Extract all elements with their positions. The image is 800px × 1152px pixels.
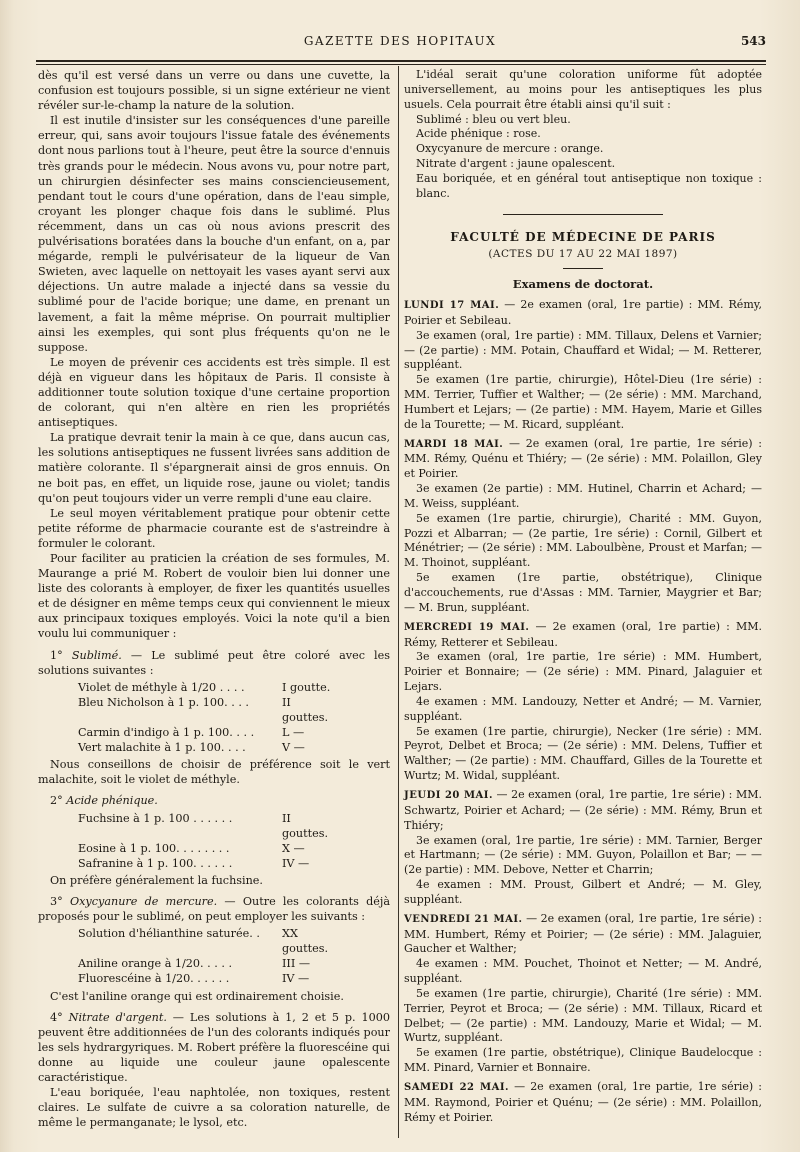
formula-name: Solution d'hélianthine saturée. . <box>78 927 260 941</box>
formula-name: Eosine à 1 p. 100. . . . . . . . <box>78 841 230 855</box>
day-entry <box>404 1080 762 1126</box>
antiseptic-item: Nitrate d'argent : jaune opalescent. <box>416 157 616 171</box>
formula-name: Carmin d'indigo à 1 p. 100. . . . <box>78 726 255 740</box>
formula-row <box>78 841 338 856</box>
day-label: SAMEDI 22 MAI. <box>404 1082 510 1093</box>
item-title: Acide phénique. <box>66 794 158 808</box>
item-number: 2° <box>50 794 63 808</box>
paragraph: 5e examen (1re partie, chirurgie), Necker (1re série) : MM. Peyrot, Delbet et Broca; — (2e série) : MM. Delens, Tuffier et Walther; — (2e partie) : MM. Chauffard, Gilles de la Tourette et Wurtz; M. Widal, suppléant. <box>404 724 762 783</box>
antiseptic-item: Sublimé : bleu ou vert bleu. <box>416 112 571 126</box>
paragraph: Pour faciliter au praticien la création de ses formules, M. Maurange a prié M. Robert de vouloir bien lui donner une liste des colorants à employer, de fixer les quantités usuelles et de désigner en même temps ceux qui conviennent le mieux aux principaux toxiques employés. Voici la note qu'il a bien voulu lui communiquer : <box>38 552 390 641</box>
item-number: 3° <box>50 894 63 908</box>
day-text: — 2e examen (oral, 1re partie, 1re série) : MM. Humbert, Rémy et Poirier; — (2e série) : MM. Jalaguier, Gaucher et Walther; <box>404 911 762 956</box>
formula-qty: II gouttes. <box>282 695 329 724</box>
formula-qty: IV — <box>282 972 310 986</box>
paragraph: 3e examen (2e partie) : MM. Hutinel, Charrin et Achard; — M. Weiss, suppléant. <box>404 482 762 510</box>
day-entry <box>404 437 762 483</box>
antiseptic-item: Acide phénique : rose. <box>416 127 541 141</box>
formula-qty: III — <box>282 957 311 971</box>
day-text: — 2e examen (oral, 1re partie, 1re série) : MM. Schwartz, Poirier et Achard; — (2e série) : MM. Rémy, Brun et Thiéry; <box>404 787 762 832</box>
formula-name: Fuchsine à 1 p. 100 . . . . . . <box>78 811 233 825</box>
section-subtitle: (ACTES DU 17 AU 22 MAI 1897) <box>488 248 678 261</box>
formula-row <box>78 971 338 986</box>
formula-qty: L — <box>282 726 305 740</box>
paragraph: 4e examen : MM. Landouzy, Netter et André; — M. Varnier, suppléant. <box>404 694 762 723</box>
day-label: MARDI 18 MAI. <box>404 438 504 450</box>
formula-row <box>78 695 338 725</box>
paragraph: Il est inutile d'insister sur les conséquences d'une pareille erreur, qui, sans avoir toujours l'issue fatale des événements dont nous parlions tout à l'heure, peut être la source d'ennuis très grands pour le médecin. Nous avons vu, pour notre part, un chirurgien désinfecter ses mains consciencieusement, pendant tout le cours d'une opération, dans de l'eau simple, croyant les plonger chaque fois dans le sublimé. Plus récemment, dans un cas où nous avions prescrit des pulvérisations boratées dans la bouche d'un enfant, on a, par mégarde, rempli le pulvérisateur de la liqueur de Van Swieten, avec laquelle on nettoyait les vases ayant servi aux déjections. Un autre malade a injecté dans sa vessie du sublimé pour de l'acide borique; une dame, en prenant un lavement, a fait la même méprise. On pourrait multiplier ainsi les exemples, qui sont plus fréquents qu'on ne le suppose. <box>38 114 390 354</box>
day-block <box>404 620 762 784</box>
running-title: GAZETTE DES HOPITAUX <box>303 34 497 48</box>
day-text: — 2e examen (oral, 1re partie, 1re série) : MM. Raymond, Poirier et Quénu; — (2e série) : MM. Polaillon, Rémy et Poirier. <box>404 1080 763 1124</box>
formula-qty: XX gouttes. <box>282 927 329 956</box>
day-block <box>404 437 762 616</box>
day-text: — 2e examen (oral, 1re partie, 1re série) : MM. Rémy, Quénu et Thiéry; — (2e série) : MM. Polaillon, Gley et Poirier. <box>404 436 762 481</box>
paragraph: Nous conseillons de choisir de préférence soit le vert malachite, soit le violet de méthyle. <box>38 758 390 787</box>
paragraph: 5e examen (1re partie, chirurgie), Charité (1re série) : MM. Terrier, Peyrot et Broca; — (2e série) : MM. Tillaux, Ricard et Delbet; — (2e partie) : MM. Landouzy, Marie et Widal; — M. Wurtz, suppléant. <box>404 986 762 1045</box>
left-column <box>38 68 390 1130</box>
ornament-separator <box>404 208 762 223</box>
day-text: — 2e examen (oral, 1re partie) : MM. Rémy, Retterer et Sebileau. <box>404 619 763 649</box>
formula-name: Safranine à 1 p. 100. . . . . . <box>78 856 233 870</box>
paragraph: Le seul moyen véritablement pratique pour obtenir cette petite réforme de pharmacie courante est de s'astreindre à formuler le colorant. <box>38 506 390 550</box>
item-title: Sublimé. <box>71 648 122 662</box>
item-number: 1° <box>50 648 63 662</box>
paragraph: 5e examen (1re partie, chirurgie), Hôtel-Dieu (1re série) : MM. Terrier, Tuffier et Walther; — (2e série) : MM. Marchand, Humbert et Lejars; — (2e partie) : MM. Hayem, Marie et Gilles de la Tourette; — M. Ricard, suppléant. <box>404 373 762 431</box>
formula-qty: V — <box>282 741 305 755</box>
paragraph: 3e examen (oral, 1re partie, 1re série) : MM. Humbert, Poirier et Bonnaire; — (2e série) : MM. Pinard, Jalaguier et Lejars. <box>404 650 762 694</box>
paragraph: 4e examen : MM. Proust, Gilbert et André; — M. Gley, suppléant. <box>404 878 762 906</box>
item-number: 4° <box>50 1010 63 1024</box>
column-divider <box>398 66 399 1138</box>
paragraph: 5e examen (1re partie, obstétrique), Clinique Baudelocque : MM. Pinard, Varnier et Bonnaire. <box>404 1046 762 1075</box>
paragraph: On préfère généralement la fuchsine. <box>50 873 263 887</box>
paragraph: dès qu'il est versé dans un verre ou dans une cuvette, la confusion est toujours possible, si un signe extérieur ne vient révéler sur-le-champ la nature de la solution. <box>38 69 390 113</box>
running-head <box>30 34 770 52</box>
formula-name: Aniline orange à 1/20. . . . . <box>78 957 233 971</box>
short-rule <box>563 268 603 269</box>
paragraph: 4e examen : MM. Pouchet, Thoinot et Netter; — M. André, suppléant. <box>404 957 762 986</box>
sublime-formula-list <box>38 680 390 755</box>
paragraph: 3e examen (oral, 1re partie, 1re série) : MM. Tarnier, Berger et Hartmann; — (2e série) : MM. Guyon, Polaillon et Bar; — — (2e partie) : MM. Debove, Netter et Charrin; <box>404 833 762 877</box>
paragraph: Le moyen de prévenir ces accidents est très simple. Il est déjà en vigueur dans les hôpitaux de Paris. Il consiste à additionner toute solution toxique d'une certaine proportion de colorant, qui n'en altère en rien les propriétés antiseptiques. <box>38 355 390 430</box>
header-rule-thin <box>36 64 766 65</box>
antiseptic-item: Eau boriquée, et en général tout antiseptique non toxique : blanc. <box>416 171 762 200</box>
formula-qty: X — <box>282 841 305 855</box>
formula-qty: IV — <box>282 856 310 870</box>
day-entry <box>404 912 762 958</box>
formula-row <box>78 956 338 971</box>
formula-qty: I goutte. <box>282 680 331 694</box>
page-number: 543 <box>740 34 766 48</box>
paragraph: La pratique devrait tenir la main à ce que, dans aucun cas, les solutions antiseptiques ne fussent livrées sans addition de matière colorante. Il s'épargnerait ainsi de gros ennuis. On ne boit pas, en effet, un liquide rose, jaune ou violet; tandis qu'on peut toujours vider un verre rempli d'une eau claire. <box>38 431 390 505</box>
item-text: — Les solutions à 1, 2 et 5 p. 1000 peuvent être additionnées de l'un des colorants indiqués pour les sels hydrargyriques. M. Robert préfère la fluorescéine qui donne au liquide une couleur jaune opalescente caractéristique. <box>38 1010 390 1084</box>
day-label: MERCREDI 19 MAI. <box>404 621 530 633</box>
day-entry <box>404 788 762 834</box>
day-block <box>404 788 762 908</box>
sublime-heading <box>38 648 390 678</box>
day-text: — 2e examen (oral, 1re partie) : MM. Rémy, Poirier et Sebileau. <box>404 297 762 327</box>
paragraph: 5e examen (1re partie, obstétrique), Clinique d'accouchements, rue d'Assas : MM. Tarnier, Maygrier et Bar; — M. Brun, suppléant. <box>404 571 762 614</box>
formula-row <box>78 680 338 695</box>
formula-row <box>78 856 338 871</box>
section-title: FACULTÉ DE MÉDECINE DE PARIS <box>450 230 716 245</box>
item-title: Oxycyanure de mercure. <box>69 894 218 908</box>
nitrate-heading <box>38 1010 390 1085</box>
exam-title: Examens de doctorat. <box>512 277 654 292</box>
day-label: LUNDI 17 MAI. <box>404 299 500 311</box>
day-block <box>404 298 762 433</box>
day-block <box>404 1080 762 1126</box>
paragraph: C'est l'aniline orange qui est ordinairement choisie. <box>50 989 344 1003</box>
day-label: VENDREDI 21 MAI. <box>404 913 523 925</box>
day-entry <box>404 298 762 329</box>
formula-qty: II gouttes. <box>282 811 329 840</box>
acide-formula-list <box>38 811 390 871</box>
day-block <box>404 912 762 1076</box>
formula-row <box>78 740 338 755</box>
header-rule <box>36 60 766 62</box>
item-text: — Outre les colorants déjà proposés pour le sublimé, on peut employer les suivants : <box>38 894 390 924</box>
paragraph: L'eau boriquée, l'eau naphtolée, non toxiques, restent claires. Le sulfate de cuivre a sa coloration naturelle, de même le permanganate; le lysol, etc. <box>38 1086 390 1130</box>
formula-row <box>78 811 338 841</box>
day-label: JEUDI 20 MAI. <box>404 789 493 801</box>
item-title: Nitrate d'argent. <box>68 1010 167 1024</box>
right-column <box>404 68 762 1126</box>
formula-name: Fluorescéine à 1/20. . . . . . <box>78 972 230 986</box>
day-entry <box>404 620 762 651</box>
formula-name: Bleu Nicholson à 1 p. 100. . . . <box>78 695 249 709</box>
antiseptic-item: Oxycyanure de mercure : orange. <box>416 142 604 156</box>
paragraph: 5e examen (1re partie, chirurgie), Charité : MM. Guyon, Pozzi et Albarran; — (2e partie, 1re série) : Cornil, Gilbert et Ménétrier; — (2e série) : MM. Laboulbène, Proust et Marfan; — M. Thoinot, suppléant. <box>404 511 762 570</box>
acide-heading <box>38 793 390 808</box>
formula-name: Violet de méthyle à 1/20 . . . . <box>78 680 245 694</box>
oxy-heading <box>38 894 390 924</box>
oxy-formula-list <box>38 926 390 986</box>
formula-name: Vert malachite à 1 p. 100. . . . <box>78 741 246 755</box>
paragraph: 3e examen (oral, 1re partie) : MM. Tillaux, Delens et Varnier; — (2e partie) : MM. Potain, Chauffard et Widal; — M. Retterer, suppléant. <box>404 328 762 372</box>
paragraph: L'idéal serait qu'une coloration uniforme fût adoptée universellement, au moins pour les antiseptiques les plus usuels. Cela pourrait être établi ainsi qu'il suit : <box>404 68 762 111</box>
formula-row <box>78 926 338 956</box>
formula-row <box>78 725 338 740</box>
item-text: — Le sublimé peut être coloré avec les solutions suivantes : <box>38 648 390 677</box>
